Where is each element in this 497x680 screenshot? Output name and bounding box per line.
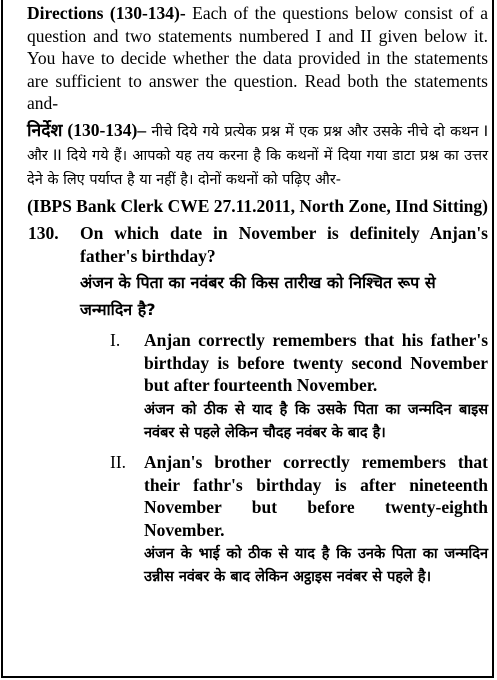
directions-english: [27, 2, 488, 115]
question-text-english: On which date in November is definitely Anjan's father's birthday?: [80, 222, 488, 266]
statement-text-hindi: अंजन के भाई को ठीक से याद है कि उनके पिता का जन्मदिन उन्नीस नवंबर के बाद लेकिन अट्ठाइस नवंबर से पहले है।: [144, 546, 488, 586]
statement-text-english: Anjan's brother correctly remembers that their fathr's birthday is after nineteenth November but before twenty-eighth November.: [144, 451, 488, 540]
statement-numeral: II.: [110, 451, 127, 472]
question-130: [27, 222, 488, 589]
directions-hindi: [27, 118, 488, 192]
question-page: [27, 0, 488, 589]
statement-1: [80, 329, 488, 445]
statement-text-hindi: अंजन को ठीक से याद है कि उसके पिता का जन्मदिन बाइस नवंबर से पहले लेकिन चौदह नवंबर के बाद है।: [144, 401, 488, 441]
directions-heading-hindi: निर्देश (130-134)–: [27, 119, 147, 140]
statement-numeral: I.: [110, 330, 121, 351]
statement-text-english: Anjan correctly remembers that his father's birthday is before twenty second November but after fourteenth November.: [144, 330, 488, 396]
question-number: 130.: [28, 222, 59, 243]
exam-source: (IBPS Bank Clerk CWE 27.11.2011, North Zone, IInd Sitting): [27, 195, 488, 216]
directions-text-english: Each of the questions below consist of a question and two statements numbered I and II given below it. You have to decide whether the data provided in the statements are sufficient to answer the question. Read both the statements and-: [27, 3, 488, 114]
directions-text-hindi: नीचे दिये गये प्रत्येक प्रश्न में एक प्रश्न और उसके नीचे दो कथन I और II दिये गये हैं। आपको यह तय करना है कि कथनों में दिया गया डाटा प्रश्न का उत्तर देने के लिए पर्याप्त है या नहीं है। दोनों कथनों को पढ़िए और-: [27, 123, 489, 188]
statement-2: [80, 451, 488, 589]
question-text-hindi: अंजन के पिता का नवंबर की किस तारीख को निश्चित रूप से जन्मादिन है?: [80, 273, 436, 320]
directions-heading-english: Directions (130-134)-: [27, 3, 186, 23]
